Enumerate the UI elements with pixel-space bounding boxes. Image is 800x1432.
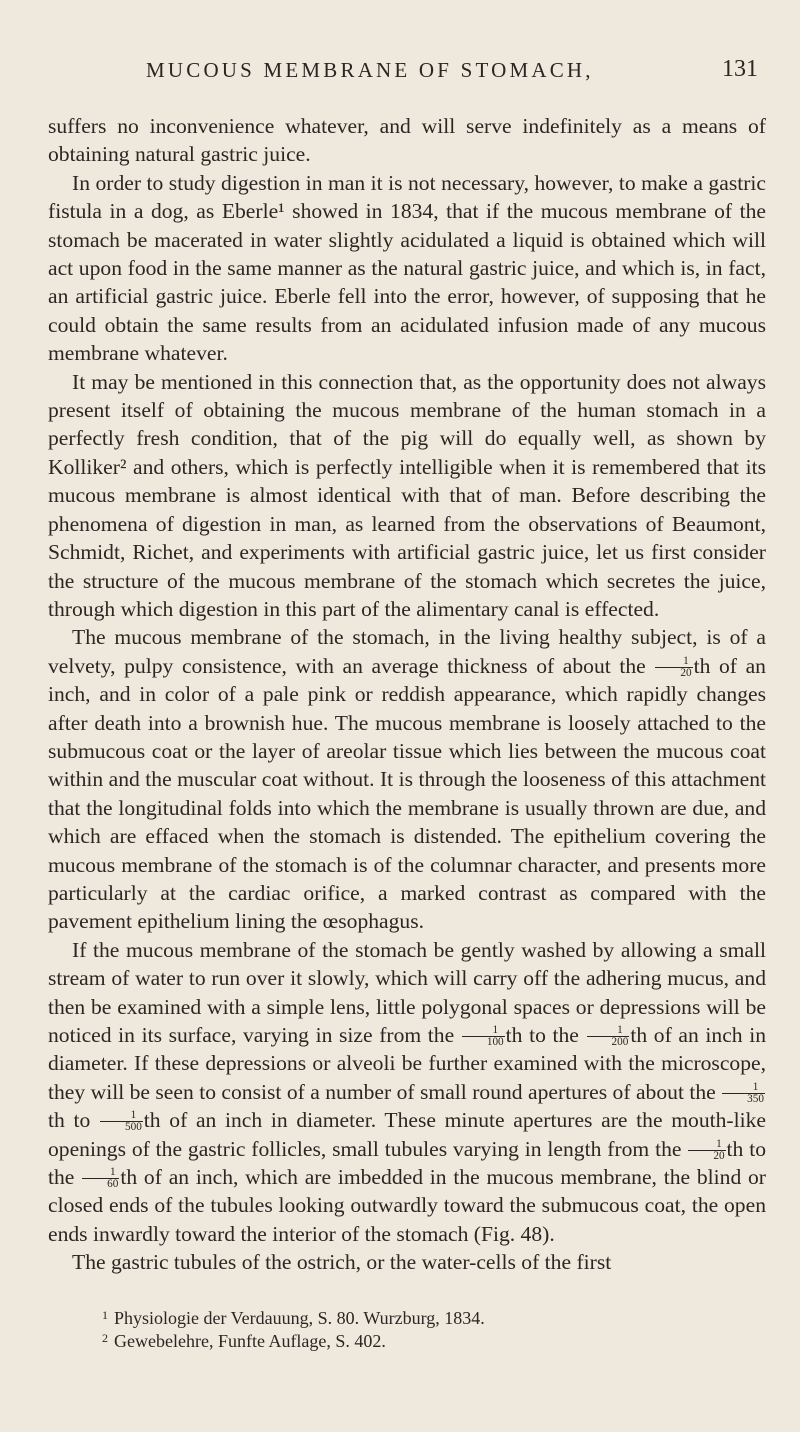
fraction-numerator: 1	[655, 656, 692, 668]
footnotes	[48, 1305, 766, 1351]
paragraph-2: In order to study digestion in man it is not necessary, however, to make a gastric fistula in a dog, as Eberle¹ showed in 1834, that if the mucous membrane of the stomach be macerated in water slightly acidulated a liquid is obtained which will act upon food in the same manner as the natural gastric juice, and which is, in fact, an artificial gastric juice. Eberle fell into the error, however, of supposing that he could obtain the same results from an acidulated infusion made of any mucous membrane whatever.	[48, 170, 766, 366]
page-header	[48, 58, 766, 94]
paragraph-6: The gastric tubules of the ostrich, or the water-cells of the first	[72, 1250, 612, 1275]
fraction-denominator: 20	[680, 666, 692, 679]
paragraph-5-text-c: th of an inch in diameter. If these depressions or alveoli be further examined with the microscope, they will be seen to consist of a number of small round apertures of about the	[48, 1023, 767, 1104]
fraction	[722, 1082, 765, 1105]
paragraph-1: suffers no inconvenience whatever, and will serve indefinitely as a means of obtaining natural gastric juice.	[48, 114, 766, 167]
fraction-denominator: 60	[107, 1178, 119, 1191]
fraction-numerator: 1	[462, 1025, 505, 1037]
paragraph-5-text-e: th of an inch in diameter. These minute apertures are the mouth-like openings of the gastric follicles, small tubules varying in length from the	[48, 1108, 766, 1161]
fraction-denominator: 200	[611, 1036, 629, 1049]
running-head: MUCOUS MEMBRANE OF STOMACH,	[146, 58, 594, 82]
paragraph-5-text-g: th of an inch, which are imbedded in the mucous membrane, the blind or closed ends of the tubules looking outwardly toward the submucous coat, the open ends inwardly toward the interior of the stomach (Fig. 48).	[48, 1165, 766, 1246]
fraction-numerator: 1	[82, 1167, 119, 1179]
paragraph-4-text-b: th of an inch, and in color of a pale pink or reddish appearance, which rapidly changes after death into a brownish hue. The mucous membrane is loosely attached to the submucous coat or the layer of areolar tissue which lies between the mucous coat within and the muscular coat without. It is through the looseness of this attachment that the longitudinal folds into which the membrane is usually thrown are due, and which are effaced when the stomach is distended. The epithelium covering the mucous membrane of the stomach is of the columnar character, and presents more particularly at the cardiac orifice, a marked contrast as compared with the pavement epithelium lining the œsophagus.	[48, 653, 766, 934]
fraction-denominator: 100	[486, 1036, 504, 1049]
paragraph-4-text-a: The mucous membrane of the stomach, in the living healthy subject, is of a velvety, pulpy consistence, with an average thickness of about the	[48, 625, 766, 678]
fraction-numerator: 1	[688, 1139, 725, 1151]
footnote-text: Physiologie der Verdauung, S. 80. Wurzburg, 1834.	[114, 1307, 485, 1328]
paragraph-5-text-f: th to the	[48, 1136, 766, 1190]
fraction-denominator: 500	[124, 1121, 142, 1134]
footnote-mark: 1	[102, 1307, 108, 1322]
paragraph-5-text-b: th to the	[505, 1023, 579, 1047]
fraction-numerator: 1	[100, 1110, 143, 1122]
fraction-numerator: 1	[587, 1025, 630, 1037]
footnote-mark: 2	[102, 1330, 108, 1345]
footnote	[102, 1328, 766, 1351]
fraction	[462, 1025, 505, 1048]
paragraph-3: It may be mentioned in this connection that, as the opportunity does not always present itself of obtaining the mucous membrane of the human stomach in a perfectly fresh condition, that of the pig will do equally well, as shown by Kolliker² and others, which is perfectly intelligible when it is remembered that its mucous membrane is almost identical with that of man. Before describing the phenomena of digestion in man, as learned from the observations of Beaumont, Schmidt, Richet, and experiments with artificial gastric juice, let us first consider the structure of the mucous membrane of the stomach which secretes the juice, through which digestion in this part of the alimentary canal is effected.	[48, 369, 766, 621]
fraction-denominator: 350	[747, 1092, 764, 1105]
page-number: 131	[722, 56, 758, 82]
paragraph-5-text-d: th to	[48, 1108, 91, 1133]
footnote-text: Gewebelehre, Funfte Auflage, S. 402.	[114, 1330, 386, 1351]
paragraph-5	[48, 936, 766, 1248]
fraction-denominator: 20	[713, 1149, 725, 1162]
body-text	[48, 112, 766, 1277]
footnote	[102, 1305, 766, 1328]
fraction	[587, 1025, 630, 1048]
fraction	[100, 1110, 143, 1133]
fraction	[688, 1139, 725, 1162]
fraction-numerator: 1	[722, 1082, 765, 1094]
paragraph-5-text-a: If the mucous membrane of the stomach be gently washed by allowing a small stream of water to run over it slowly, which will carry off the adhering mucus, and then be examined with a simple lens, little polygonal spaces or depressions will be noticed in its surface, varying in size from the	[48, 937, 766, 1047]
paragraph-4	[48, 623, 766, 935]
fraction	[82, 1167, 119, 1190]
fraction	[655, 656, 692, 679]
